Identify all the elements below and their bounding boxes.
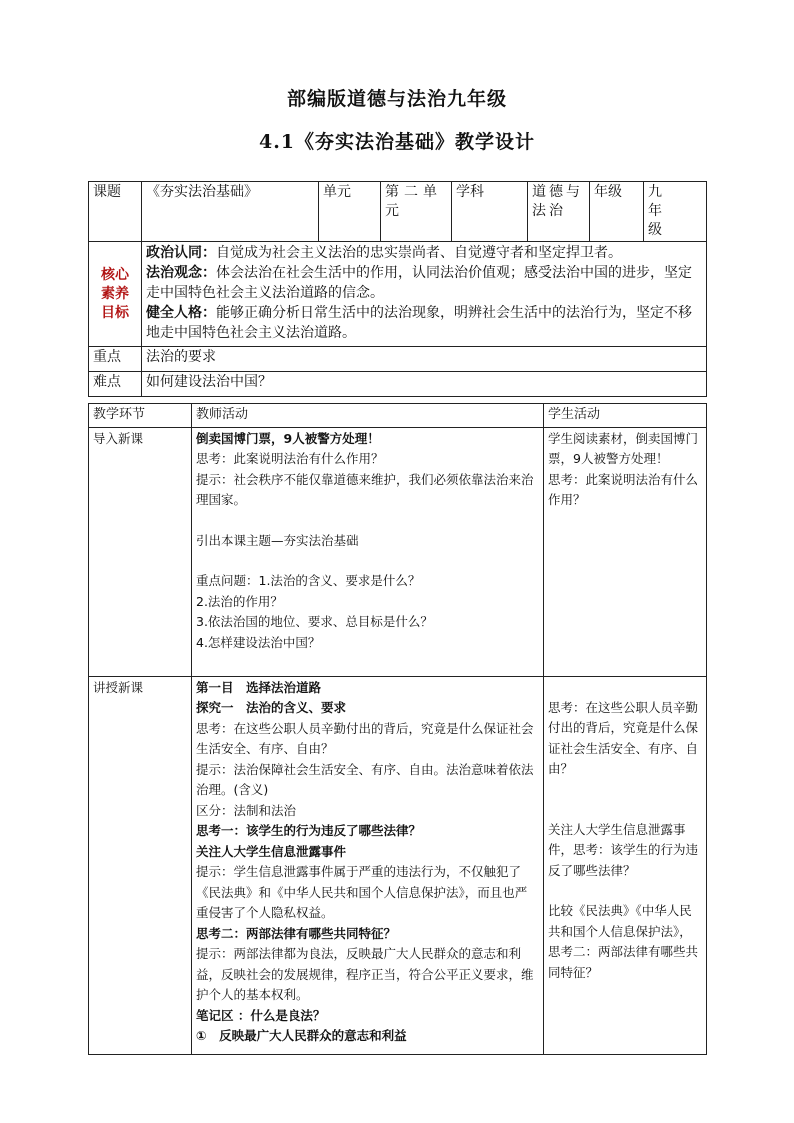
teacher-line: 区分：法制和法治 bbox=[196, 802, 297, 818]
teaching-process-table bbox=[88, 403, 707, 1055]
teacher-line: ① 反映最广大人民群众的意志和利益 bbox=[196, 1028, 407, 1043]
teacher-line: 4.怎样建设法治中国？ bbox=[196, 634, 321, 650]
student-line: 比较《民法典》《中华人民共和国个人信息保护法》，思考二：两部法律有哪些共同特征？ bbox=[548, 903, 699, 980]
teacher-line: 引出本课主题—夯实法治基础 bbox=[196, 532, 359, 548]
student-line: 学生阅读素材，倒卖国博门票，9人被警方处理！ bbox=[548, 430, 699, 466]
teacher-line: 思考一：该学生的行为违反了哪些法律？ bbox=[196, 823, 422, 838]
header-student: 学生活动 bbox=[544, 404, 707, 428]
course-info-table bbox=[88, 181, 707, 397]
topic-label: 课题 bbox=[89, 182, 142, 242]
header-stage: 教学环节 bbox=[89, 404, 192, 428]
literacy-label-line-1: 核心 bbox=[101, 266, 129, 283]
literacy-goal-personality bbox=[146, 303, 702, 343]
student-activity-intro bbox=[544, 427, 707, 676]
teacher-line: 提示：两部法律都为良法，反映最广大人民群众的意志和利益，反映社会的发展规律，程序正当，符合公平正义要求，维护个人的基本权利。 bbox=[196, 946, 534, 1002]
teacher-line: 3.依法治国的地位、要求、总目标是什么？ bbox=[196, 614, 433, 629]
literacy-goal-rule-of-law bbox=[146, 263, 702, 303]
teacher-line: 2.法治的作用？ bbox=[196, 593, 283, 609]
student-line: 思考：在这些公职人员辛勤付出的背后，究竟是什么保证社会生活安全、有序、自由？ bbox=[548, 699, 699, 776]
literacy-goal-label: 健全人格： bbox=[146, 305, 216, 321]
document-title: 部编版道德与法治九年级 bbox=[286, 88, 507, 110]
teacher-line: 重点问题：1.法治的含义、要求是什么？ bbox=[196, 573, 421, 588]
teacher-line: 思考二：两部法律有哪些共同特征？ bbox=[196, 925, 397, 941]
student-line: 思考：此案说明法治有什么作用？ bbox=[548, 471, 699, 507]
teacher-line: 提示：学生信息泄露事件属于严重的违法行为，不仅触犯了《民法典》和《中华人民共和国个人信息保护法》，而且也严重侵害了个人隐私权益。 bbox=[196, 864, 528, 920]
teacher-line: 思考：在这些公职人员辛勤付出的背后，究竟是什么保证社会生活安全、有序、自由？ bbox=[196, 720, 534, 756]
teacher-line: 第一目 选择法治道路 bbox=[196, 679, 322, 695]
stage-lecture: 讲授新课 bbox=[89, 676, 192, 1054]
literacy-goal-political bbox=[146, 243, 702, 263]
grade-label: 年级 bbox=[590, 182, 644, 242]
teacher-activity-intro bbox=[192, 427, 544, 676]
grade-value: 九年级 bbox=[644, 182, 707, 242]
teacher-line: 笔记区 ：什么是良法？ bbox=[196, 1007, 326, 1023]
teacher-line: 提示：社会秩序不能仅靠道德来维护，我们必须依靠法治来治理国家。 bbox=[196, 471, 534, 507]
header-teacher: 教师活动 bbox=[192, 404, 544, 428]
teacher-line: 提示：法治保障社会生活安全、有序、自由。法治意味着依法治理。(含义) bbox=[196, 761, 534, 797]
literacy-goal-label: 法治观念： bbox=[146, 265, 216, 281]
document-subtitle: 4.1《夯实法治基础》教学设计 bbox=[258, 131, 536, 153]
literacy-goal-text: 自觉成为社会主义法治的忠实崇尚者、自觉遵守者和坚定捍卫者。 bbox=[216, 245, 622, 261]
key-point-value: 法治的要求 bbox=[142, 347, 707, 372]
topic-value: 《夯实法治基础》 bbox=[142, 182, 319, 242]
subject-label: 学科 bbox=[452, 182, 528, 242]
literacy-goal-label: 政治认同： bbox=[146, 245, 216, 261]
student-activity-lecture bbox=[544, 676, 707, 1054]
literacy-label-line-3: 目标 bbox=[101, 304, 129, 321]
teacher-line: 关注人大学生信息泄露事件 bbox=[196, 843, 347, 859]
stage-intro: 导入新课 bbox=[89, 427, 192, 676]
literacy-goal-text: 体会法治在社会生活中的作用，认同法治价值观；感受法治中国的进步，坚定走中国特色社会主义法治道路的信念。 bbox=[146, 265, 692, 301]
teacher-line: 思考：此案说明法治有什么作用？ bbox=[196, 451, 384, 466]
literacy-goals bbox=[142, 242, 707, 347]
unit-label: 单元 bbox=[319, 182, 381, 242]
literacy-goal-text: 能够正确分析日常生活中的法治现象，明辨社会生活中的法治行为，坚定不移地走中国特色社会主义法治道路。 bbox=[146, 305, 692, 341]
literacy-label bbox=[89, 242, 142, 347]
subject-value: 道德与法治 bbox=[528, 182, 590, 242]
student-line: 关注人大学生信息泄露事件，思考：该学生的行为违反了哪些法律？ bbox=[548, 821, 699, 878]
teacher-activity-lecture bbox=[192, 676, 544, 1054]
teacher-line: 倒卖国博门票，9人被警方处理！ bbox=[196, 430, 380, 446]
literacy-label-line-2: 素养 bbox=[101, 285, 129, 302]
key-point-label: 重点 bbox=[89, 347, 142, 372]
difficulty-value: 如何建设法治中国？ bbox=[142, 372, 707, 397]
teacher-line: 探究一 法治的含义、要求 bbox=[196, 700, 347, 715]
difficulty-label: 难点 bbox=[89, 372, 142, 397]
unit-value: 第二单元 bbox=[381, 182, 452, 242]
